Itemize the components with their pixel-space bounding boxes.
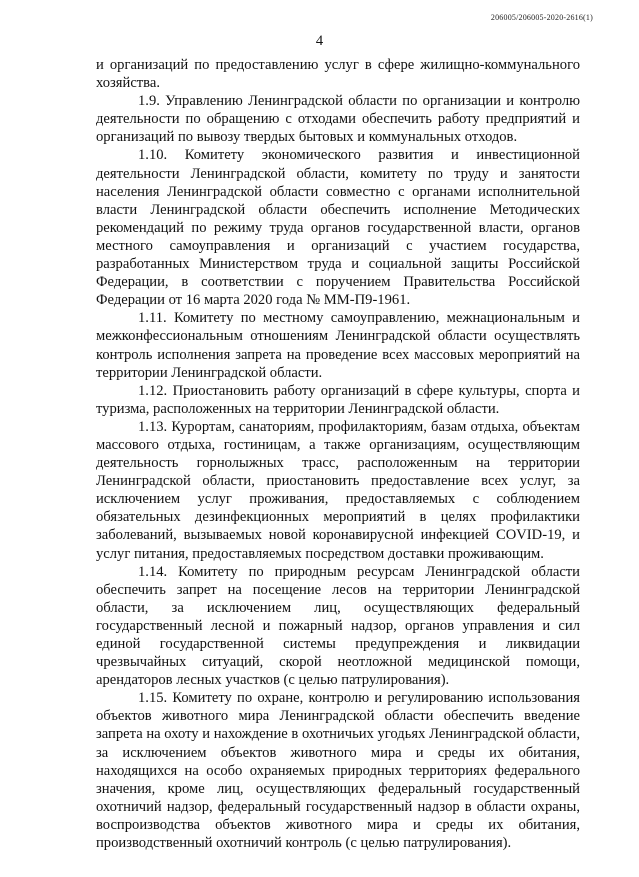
paragraph-1-14: 1.14. Комитету по природным ресурсам Ленинградской области обеспечить запрет на посещение лесов на территории Ленинградской области, за исключением лиц, осуществляющих федеральный государственный лесной и пожарный надзор, органов управления и сил единой государственной системы предупреждения и ликвидации чрезвычайных ситуаций, скорой неотложной медицинской помощи, арендаторов лесных участков (с целью патрулирования). <box>96 563 580 689</box>
paragraph-continuation: и организаций по предоставлению услуг в сфере жилищно-коммунального хозяйства. <box>96 57 580 92</box>
paragraph-1-13: 1.13. Курортам, санаториям, профилакториям, базам отдыха, объектам массового отдыха, гостиницам, а также организациям, осуществляющим деятельность горнолыжных трасс, расположенным на территории Ленинградской области, приостановить предоставление всех услуг, за исключением услуг проживания, предоставляемых с соблюдением обязательных дезинфекционных мероприятий в целях профилактики заболеваний, вызываемых новой коронавирусной инфекцией COVID-19, и услуг питания, предоставляемых посредством доставки проживающим. <box>96 418 580 562</box>
paragraph-1-12: 1.12. Приостановить работу организаций в сфере культуры, спорта и туризма, расположенных на территории Ленинградской области. <box>96 382 580 417</box>
page-number: 4 <box>315 33 324 49</box>
document-code: 206005/206005-2020-2616(1) <box>490 13 593 22</box>
document-body <box>96 56 580 852</box>
paragraph-1-10: 1.10. Комитету экономического развития и инвестиционной деятельности Ленинградской области, комитету по труду и занятости населения Ленинградской области совместно с органами исполнительной власти Ленинградской области обеспечить исполнение Методических рекомендаций по режиму труда органов государственной власти, органов местного самоуправления и организаций с участием государства, разработанных Министерством труда и социальной защиты Российской Федерации, в соответствии с поручением Правительства Российской Федерации от 16 марта 2020 года № ММ-П9-1961. <box>96 147 580 309</box>
paragraph-1-15: 1.15. Комитету по охране, контролю и регулированию использования объектов животного мира Ленинградской области обеспечить введение запрета на охоту и нахождение в охотничьих угодьях Ленинградской области, за исключением объектов животного мира и среды их обитания, находящихся на особо охраняемых природных территориях федерального значения, кроме лиц, осуществляющих федеральный государственный охотничий надзор, федеральный государственный надзор в области охраны, воспроизводства объектов животного мира и среды их обитания, производственный охотничий контроль (с целью патрулирования). <box>96 690 580 852</box>
paragraph-1-11: 1.11. Комитету по местному самоуправлению, межнациональным и межконфессиональным отношениям Ленинградской области осуществлять контроль исполнения запрета на проведение всех массовых мероприятий на территории Ленинградской области. <box>96 310 580 381</box>
paragraph-1-9: 1.9. Управлению Ленинградской области по организации и контролю деятельности по обращению с отходами обеспечить работу предприятий и организаций по вывозу твердых бытовых и коммунальных отходов. <box>96 93 580 146</box>
